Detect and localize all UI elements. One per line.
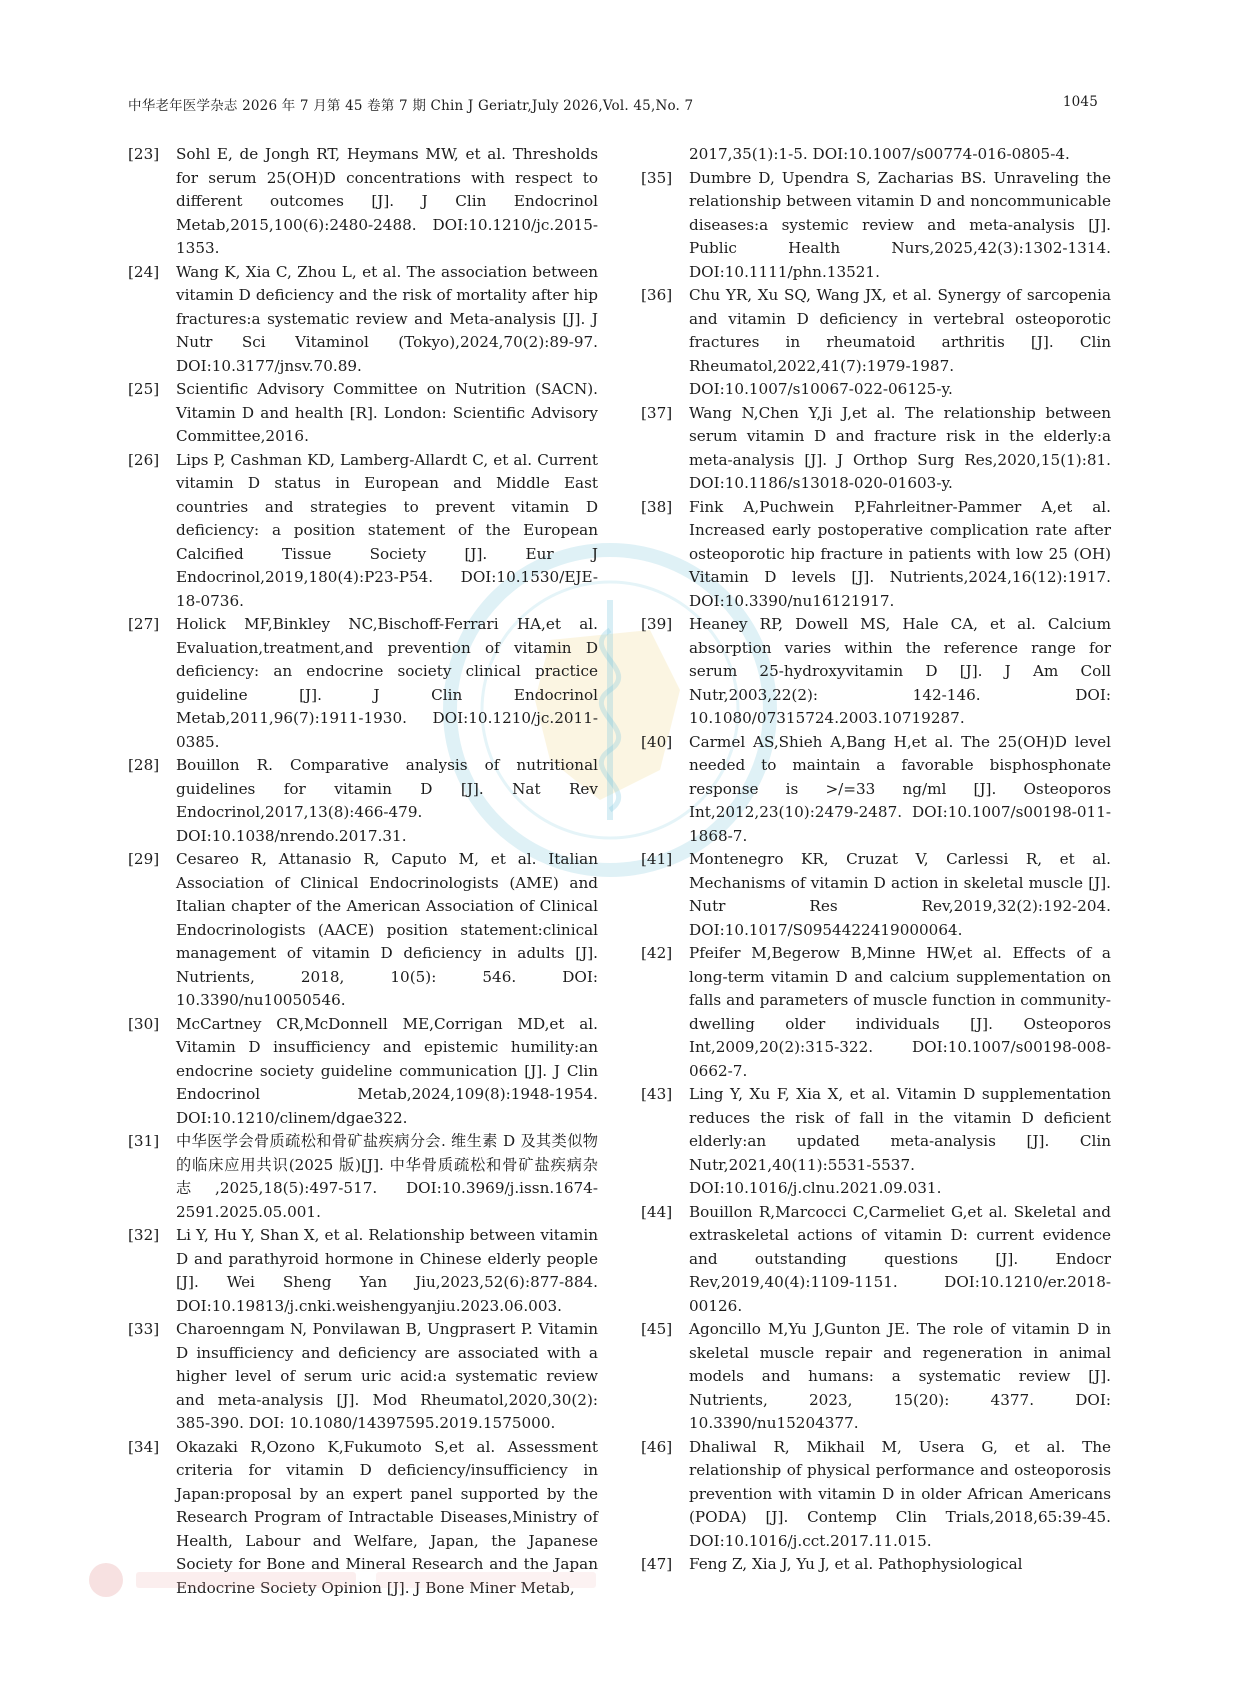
reference-item: [128, 1013, 598, 1131]
reference-number: [45]: [641, 1320, 673, 1338]
reference-number: [44]: [641, 1202, 673, 1221]
reference-number: [43]: [641, 1085, 673, 1103]
reference-number: [39]: [641, 615, 673, 633]
reference-number: [46]: [641, 1437, 673, 1456]
reference-item: [641, 848, 1111, 942]
reference-text: Wang N,Chen Y,Ji J,et al. The relationship between serum vitamin D and fracture risk in the elderly:a meta-analysis [J]. J Orthop Surg Res,2020,15(1):81. DOI:10.1186/s13018-020-01603-y.: [689, 403, 1111, 492]
running-header: [128, 94, 1098, 118]
reference-text: Pfeifer M,Begerow B,Minne HW,et al. Effects of a long-term vitamin D and calcium supplementation on falls and parameters of muscle function in community-dwelling older individuals [J]. Osteoporos Int,2009,20(2):315-322. DOI:10.1007/s00198-008-0662-7.: [689, 944, 1111, 1080]
publisher-logo-icon: [86, 1560, 646, 1600]
reference-number: [30]: [128, 1014, 160, 1033]
journal-info: 中华老年医学杂志 2026 年 7 月第 45 卷第 7 期 Chin J Geriatr,July 2026,Vol. 45,No. 7: [128, 98, 694, 114]
reference-item: [128, 449, 598, 614]
reference-item: [641, 402, 1111, 496]
reference-item: [128, 613, 598, 754]
reference-text: Cesareo R, Attanasio R, Caputo M, et al. Italian Association of Clinical Endocrinologists (AME) and Italian chapter of the American Association of Clinical Endocrinologists (AACE) position statement:clinical management of vitamin D deficiency in adults [J]. Nutrients, 2018, 10(5): 546. DOI: 10.3390/nu10050546.: [176, 850, 598, 1009]
reference-text: Fink A,Puchwein P,Fahrleitner-Pammer A,et al. Increased early postoperative complication rate after osteoporotic hip fracture in patients with low 25 (OH) Vitamin D levels [J]. Nutrients,2024,16(12):1917. DOI:10.3390/nu16121917.: [689, 497, 1111, 610]
reference-text: Scientific Advisory Committee on Nutrition (SACN). Vitamin D and health [R]. London: Scientific Advisory Committee,2016.: [176, 380, 598, 445]
page-number: 1045: [1062, 94, 1098, 110]
reference-item: [641, 1318, 1111, 1436]
reference-number: [29]: [128, 850, 160, 868]
reference-item: [641, 1083, 1111, 1201]
reference-item: [128, 1130, 598, 1224]
reference-item: [641, 1201, 1111, 1319]
references-left-column: [128, 143, 598, 1600]
reference-number: [41]: [641, 850, 673, 868]
reference-number: [24]: [128, 262, 160, 281]
reference-item: [641, 731, 1111, 849]
reference-number: [47]: [641, 1555, 673, 1573]
reference-number: [34]: [128, 1437, 160, 1456]
reference-number: [32]: [128, 1226, 160, 1244]
reference-item: [128, 261, 598, 379]
reference-item: [128, 1224, 598, 1318]
reference-number: [26]: [128, 450, 160, 469]
reference-text: Montenegro KR, Cruzat V, Carlessi R, et al. Mechanisms of vitamin D action in skeletal muscle [J]. Nutr Res Rev,2019,32(2):192-204. DOI:10.1017/S0954422419000064.: [689, 850, 1111, 939]
reference-text: Li Y, Hu Y, Shan X, et al. Relationship between vitamin D and parathyroid hormone in Chinese elderly people [J]. Wei Sheng Yan Jiu,2023,52(6):877-884. DOI:10.19813/j.cnki.weishengyanjiu.2023.06.003.: [176, 1226, 598, 1315]
reference-item: [128, 1318, 598, 1436]
reference-text: Carmel AS,Shieh A,Bang H,et al. The 25(OH)D level needed to maintain a favorable bisphosphonate response is >/=33 ng/ml [J]. Osteoporos Int,2012,23(10):2479-2487. DOI:10.1007/s00198-011-1868-7.: [689, 732, 1111, 845]
reference-item: [128, 754, 598, 848]
reference-text: Sohl E, de Jongh RT, Heymans MW, et al. Thresholds for serum 25(OH)D concentrations with respect to different outcomes [J]. J Clin Endocrinol Metab,2015,100(6):2480-2488. DOI:10.1210/jc.2015-1353.: [176, 145, 598, 257]
reference-item: [128, 378, 598, 449]
reference-text: Ling Y, Xu F, Xia X, et al. Vitamin D supplementation reduces the risk of fall in the vitamin D deficient elderly:an updated meta-analysis [J]. Clin Nutr,2021,40(11):5531-5537. DOI:10.1016/j.clnu.2021.09.031.: [689, 1085, 1111, 1197]
reference-text: Okazaki R,Ozono K,Fukumoto S,et al. Assessment criteria for vitamin D deficiency/insufficiency in Japan:proposal by an expert panel supported by the Research Program of Intractable Diseases,Ministry of Health, Labour and Welfare, Japan, the Japanese Society for Bone and Mineral Research and the Japan Endocrine Society Opinion [J]. J Bone Miner Metab,: [176, 1437, 598, 1597]
reference-item: [641, 613, 1111, 731]
reference-item: [641, 1436, 1111, 1554]
reference-text: Feng Z, Xia J, Yu J, et al. Pathophysiological: [689, 1555, 1023, 1573]
reference-continuation: 2017,35(1):1-5. DOI:10.1007/s00774-016-0805-4.: [689, 145, 1070, 163]
reference-number: [23]: [128, 145, 160, 163]
reference-item: [641, 496, 1111, 614]
reference-number: [36]: [641, 286, 673, 304]
reference-item: [641, 1553, 1111, 1577]
reference-text: McCartney CR,McDonnell ME,Corrigan MD,et al. Vitamin D insufficiency and epistemic humility:an endocrine society guideline communication [J]. J Clin Endocrinol Metab,2024,109(8):1948-1954. DOI:10.1210/clinem/dgae322.: [176, 1014, 598, 1127]
references-right-column: [641, 143, 1111, 1577]
reference-number: [37]: [641, 403, 673, 422]
reference-text: Holick MF,Binkley NC,Bischoff-Ferrari HA,et al. Evaluation,treatment,and prevention of vitamin D deficiency: an endocrine society clinical practice guideline [J]. J Clin Endocrinol Metab,2011,96(7):1911-1930. DOI:10.1210/jc.2011-0385.: [176, 615, 598, 751]
reference-item: [128, 143, 598, 261]
reference-text: Heaney RP, Dowell MS, Hale CA, et al. Calcium absorption varies within the reference range for serum 25-hydroxyvitamin D [J]. J Am Coll Nutr,2003,22(2): 142-146. DOI: 10.1080/07315724.2003.10719287.: [689, 615, 1111, 727]
reference-item: [641, 284, 1111, 402]
reference-number: [42]: [641, 944, 673, 962]
reference-number: [40]: [641, 732, 673, 751]
reference-item: [641, 167, 1111, 285]
reference-text: 中华医学会骨质疏松和骨矿盐疾病分会. 维生素 D 及其类似物的临床应用共识(2025 版)[J]. 中华骨质疏松和骨矿盐疾病杂志,2025,18(5):497-517. DOI:10.3969/j.issn.1674-2591.2025.05.001.: [176, 1132, 598, 1221]
reference-item: [128, 848, 598, 1013]
reference-text: Charoenngam N, Ponvilawan B, Ungprasert P. Vitamin D insufficiency and deficiency are associated with a higher level of serum uric acid:a systematic review and meta-analysis [J]. Mod Rheumatol,2020,30(2): 385-390. DOI: 10.1080/14397595.2019.1575000.: [176, 1320, 598, 1432]
reference-text: Chu YR, Xu SQ, Wang JX, et al. Synergy of sarcopenia and vitamin D deficiency in vertebral osteoporotic fractures in rheumatoid arthritis [J]. Clin Rheumatol,2022,41(7):1979-1987. DOI:10.1007/s10067-022-06125-y.: [689, 286, 1111, 398]
reference-text: Bouillon R,Marcocci C,Carmeliet G,et al. Skeletal and extraskeletal actions of vitamin D: current evidence and outstanding questions [J]. Endocr Rev,2019,40(4):1109-1151. DOI:10.1210/er.2018-00126.: [689, 1202, 1111, 1315]
reference-text: Dumbre D, Upendra S, Zacharias BS. Unraveling the relationship between vitamin D and noncommunicable diseases:a systemic review and meta-analysis [J]. Public Health Nurs,2025,42(3):1302-1314. DOI:10.1111/phn.13521.: [689, 168, 1111, 281]
reference-text: Wang K, Xia C, Zhou L, et al. The association between vitamin D deficiency and the risk of mortality after hip fractures:a systematic review and Meta-analysis [J]. J Nutr Sci Vitaminol (Tokyo),2024,70(2):89-97. DOI:10.3177/jnsv.70.89.: [176, 262, 598, 375]
reference-text: Lips P, Cashman KD, Lamberg-Allardt C, et al. Current vitamin D status in European and Middle East countries and strategies to prevent vitamin D deficiency: a position statement of the European Calcified Tissue Society [J]. Eur J Endocrinol,2019,180(4):P23-P54. DOI:10.1530/EJE-18-0736.: [176, 450, 598, 610]
reference-text: Dhaliwal R, Mikhail M, Usera G, et al. The relationship of physical performance and osteoporosis prevention with vitamin D in older African Americans (PODA) [J]. Contemp Clin Trials,2018,65:39-45. DOI:10.1016/j.cct.2017.11.015.: [689, 1437, 1111, 1550]
reference-number: [38]: [641, 497, 673, 516]
reference-number: [28]: [128, 756, 160, 774]
reference-number: [31]: [128, 1132, 160, 1150]
reference-item: [641, 942, 1111, 1083]
reference-number: [35]: [641, 168, 673, 187]
reference-text: Agoncillo M,Yu J,Gunton JE. The role of vitamin D in skeletal muscle repair and regeneration in animal models and humans: a systematic review [J]. Nutrients, 2023, 15(20): 4377. DOI: 10.3390/nu15204377.: [689, 1320, 1111, 1432]
reference-number: [27]: [128, 615, 160, 633]
reference-number: [25]: [128, 380, 160, 398]
reference-number: [33]: [128, 1320, 160, 1338]
reference-text: Bouillon R. Comparative analysis of nutritional guidelines for vitamin D [J]. Nat Rev Endocrinol,2017,13(8):466-479. DOI:10.1038/nrendo.2017.31.: [176, 756, 598, 845]
